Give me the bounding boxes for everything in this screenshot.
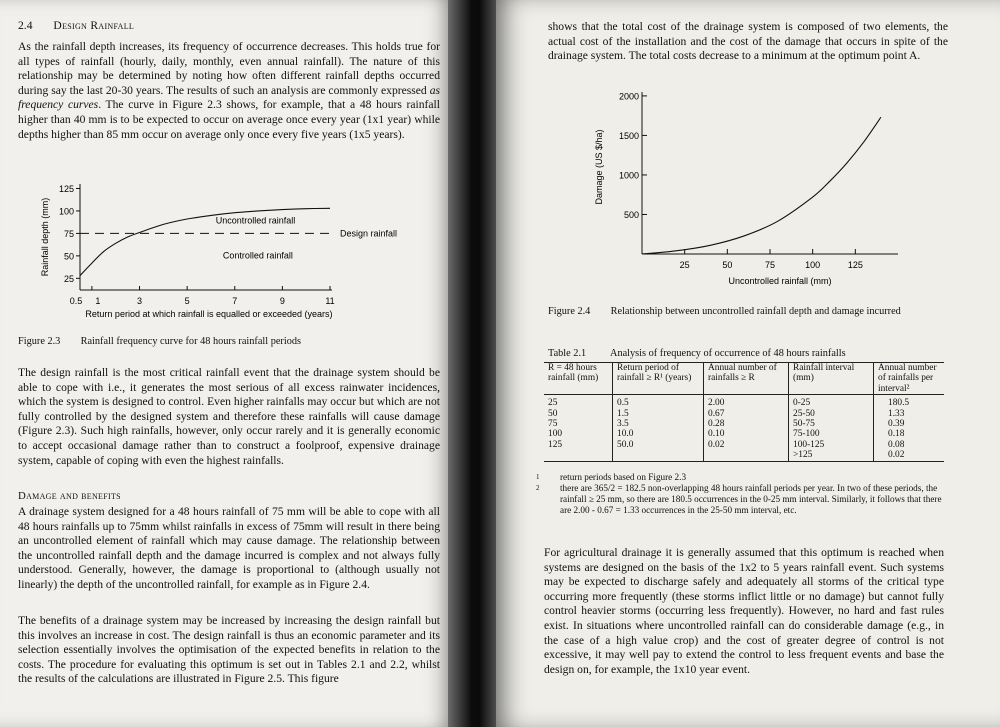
- table-cell: 0.08: [888, 439, 905, 450]
- left-page: [0, 0, 452, 727]
- table-cell: 75-100: [789, 429, 874, 439]
- y-tick-label: 1000: [618, 170, 639, 181]
- x-tick-label: 9: [279, 296, 285, 306]
- x-tick-label: 1: [95, 296, 101, 306]
- table-cell: 75: [544, 419, 613, 429]
- table-cell: 0.18: [888, 429, 905, 440]
- table-cell: 0.02: [704, 440, 789, 450]
- table-cell: 25: [544, 395, 613, 409]
- table-2-1: [544, 362, 944, 462]
- table-cell: 2.00: [704, 395, 789, 409]
- table-row: [544, 429, 944, 439]
- section-number: 2.4: [18, 19, 33, 32]
- table-cell: >125: [789, 450, 874, 461]
- y-tick-label: 2000: [618, 91, 639, 102]
- figure-2-4-caption: [548, 306, 901, 317]
- x-tick-label: 7: [232, 296, 238, 306]
- table-row: [544, 450, 944, 461]
- x-tick-label: 50: [722, 260, 733, 270]
- figure-2-4-label: Figure 2.4: [548, 306, 591, 317]
- left-paragraph-1: As the rainfall depth increases, its frequency of occurrence decreases. This holds true for all types of rainfall (hourly, daily, monthly, even annual rainfall). The nature of this relationship may be determined by noting how often different rainfall depths occurred during say the last 20-30 years. The results of such an analysis are commonly expressed as frequency curves. The curve in Figure 2.3 shows, for example, that a 48 hours rainfall higher than 40 mm is to be expected to occur on average once every year (1x1 year) while depths higher than 85 mm occur on average only once every five years (1x5 years).: [18, 40, 440, 141]
- footnote-1: [536, 472, 946, 483]
- x-axis-label: Return period at which rainfall is equalled or exceeded (years): [85, 309, 333, 319]
- table-cell: 10.0: [613, 429, 704, 439]
- x-tick-label: 3: [137, 296, 143, 306]
- table-2-1-heading: [548, 348, 846, 359]
- table-cell: 100-125: [789, 440, 874, 450]
- x-tick-label: 11: [325, 296, 335, 306]
- table-row: [544, 419, 944, 429]
- right-page: [496, 0, 1000, 727]
- y-tick-label: 100: [58, 206, 74, 217]
- table-header-row: [544, 363, 944, 395]
- section-title: Design Rainfall: [53, 19, 135, 32]
- controlled-rainfall-label: Controlled rainfall: [222, 250, 293, 261]
- y-tick-label: 500: [623, 209, 639, 220]
- y-tick-label: 1500: [618, 130, 639, 141]
- table-body: [544, 395, 944, 461]
- x-tick-label: 75: [764, 260, 776, 270]
- y-tick-label: 75: [63, 228, 74, 239]
- uncontrolled-rainfall-label: Uncontrolled rainfall: [215, 215, 296, 226]
- table-cell: 25-50: [789, 409, 874, 419]
- table-cell: [544, 450, 613, 461]
- y-tick-label: 25: [63, 273, 74, 284]
- y-tick-label: 125: [58, 183, 74, 194]
- table-cell: 180.5: [888, 398, 910, 409]
- table-cell: 0.10: [704, 429, 789, 439]
- x-tick-label: 125: [847, 260, 863, 270]
- damage-benefits-heading: Damage and benefits: [18, 490, 121, 502]
- figure-2-3-caption: [18, 336, 301, 347]
- footnote-2-mark: 2: [536, 484, 540, 492]
- table-cell: 3.5: [613, 419, 704, 429]
- book-gutter: [448, 0, 500, 727]
- section-heading: [18, 19, 134, 32]
- table-cell: 1.5: [613, 409, 704, 419]
- table-cell: 1.33: [888, 408, 905, 419]
- x-axis-label: Uncontrolled rainfall (mm): [728, 276, 832, 286]
- table-cell: 50.0: [613, 440, 704, 450]
- left-paragraph-3: A drainage system designed for a 48 hours rainfall of 75 mm will be able to cope with all 48 hours rainfalls up to 75mm whilst rainfalls in excess of 75mm will result in there being an uncontrolled element of rainfall which may cause damage. The relationship between the uncontrolled rainfall depth and the damage incurred is complex and not always fully understood. Generally, however, the damage is proportional to (although usually not linearly) the depth of the uncontrolled rainfall, for example as in Figure 2.4.: [18, 505, 440, 591]
- figure-2-4-chart: [590, 88, 920, 298]
- x-tick-label: 25: [679, 260, 690, 270]
- table-row: [544, 440, 944, 450]
- table-footnotes: [536, 472, 946, 516]
- table-header-cell: Rainfall interval (mm): [789, 363, 874, 395]
- damage-curve: [642, 117, 881, 254]
- table-header-cell: Annual number of rainfalls ≥ R: [704, 363, 789, 395]
- table-row: [544, 409, 944, 419]
- footnote-1-mark: 1: [536, 473, 540, 481]
- figure-2-4-plot: [594, 91, 898, 286]
- y-tick-label: 50: [63, 251, 74, 262]
- x-tick-label: 100: [805, 260, 821, 270]
- table-cell: 50: [544, 409, 613, 419]
- table-cell: 0.02: [874, 450, 945, 461]
- table-cell: 50-75: [789, 419, 874, 429]
- table-cell: 0.5: [613, 395, 704, 409]
- design-rainfall-label: Design rainfall: [340, 228, 398, 239]
- y-axis-label: Rainfall depth (mm): [40, 197, 50, 277]
- table-header-cell: R = 48 hours rainfall (mm): [544, 363, 613, 395]
- left-paragraph-2: The design rainfall is the most critical rainfall event that the drainage system should be able to cope with i.e., it generates the most serious of all excess rainwater incidences, which the system is designed to control. Even higher rainfalls may occur but which are not fully controlled by the designed system and therefore these rainfalls will cause damage (Figure 2.3). Such high rainfalls, however, only occur rarely and it is generally economic to accept occasional damage rather than to construct a foolproof, expensive drainage system, capable of coping with even the highest rainfalls.: [18, 366, 440, 467]
- table-2-1-label: Table 2.1: [548, 348, 587, 359]
- figure-2-4-caption-text: Relationship between uncontrolled rainfall depth and damage incurred: [610, 306, 901, 317]
- table-cell: 0-25: [789, 395, 874, 409]
- table-cell: 100: [544, 429, 613, 439]
- footnote-2-text: there are 365/2 = 182.5 non-overlapping 48 hours rainfall periods per year. In two of these periods, the rainfall ≥ 25 mm, so there are 180.5 occurrences in the 0-25 mm interval. Similarly, it follows that there are 2.00 - 0.67 = 1.33 occurrences in the 25-50 mm interval, etc.: [560, 483, 942, 515]
- footnote-2: [536, 483, 946, 516]
- table-cell: 125: [544, 440, 613, 450]
- figure-2-3-chart: [10, 172, 430, 327]
- right-paragraph-1: shows that the total cost of the drainage system is composed of two elements, the actual cost of the installation and the cost of the damage that occurs in spite of the drainage system. The total costs decrease to a minimum at the optimum point A.: [548, 20, 948, 63]
- table-cell: 0.67: [704, 409, 789, 419]
- figure-2-3-caption-text: Rainfall frequency curve for 48 hours rainfall periods: [80, 336, 302, 347]
- table-cell: [613, 450, 704, 461]
- x-tick-label: 0.5: [69, 296, 83, 306]
- table-header-cell: Return period of rainfall ≥ R¹ (years): [613, 363, 704, 395]
- figure-2-3-label: Figure 2.3: [18, 336, 61, 347]
- table-cell: 0.39: [888, 419, 905, 430]
- table-cell: [704, 450, 789, 461]
- figure-2-3-plot: [40, 184, 397, 319]
- x-tick-label: 5: [184, 296, 190, 306]
- table-2-1-title: Analysis of frequency of occurrence of 48 hours rainfalls: [610, 348, 846, 359]
- y-axis-label: Damage (US $/ha): [594, 129, 604, 205]
- table-cell: 0.28: [704, 419, 789, 429]
- table-header-cell: Annual number of rainfalls per interval²: [874, 363, 945, 395]
- table-row: [544, 395, 944, 409]
- right-paragraph-2: For agricultural drainage it is generally assumed that this optimum is reached when systems are designed on the basis of the 1x2 to 5 years rainfall event. Such systems may be expected to discharge safely and adequately all storms of the critical type occurring more frequently (these storms inflict little or no damage) but cannot fully control heavier storms (occurring less frequently). However, no hard and fast rules exist. In situations where uncontrolled rainfall can do considerable damage (e.g., in the case of a high value crop) and the cost of greater degree of control is not excessive, it may well pay to extend the control to less frequent events and base the design on, for example, the 1x10 year event.: [544, 546, 944, 676]
- left-paragraph-4: The benefits of a drainage system may be increased by increasing the design rainfall but this involves an increase in cost. The design rainfall is thus an economic parameter and its selection essentially involves the optimisation of the expected benefits in relation to the costs. The procedure for evaluating this optimum is set out in Tables 2.1 and 2.2, whilst the results of the calculations are illustrated in Figure 2.5. This figure: [18, 614, 440, 686]
- footnote-1-text: return periods based on Figure 2.3: [560, 472, 687, 482]
